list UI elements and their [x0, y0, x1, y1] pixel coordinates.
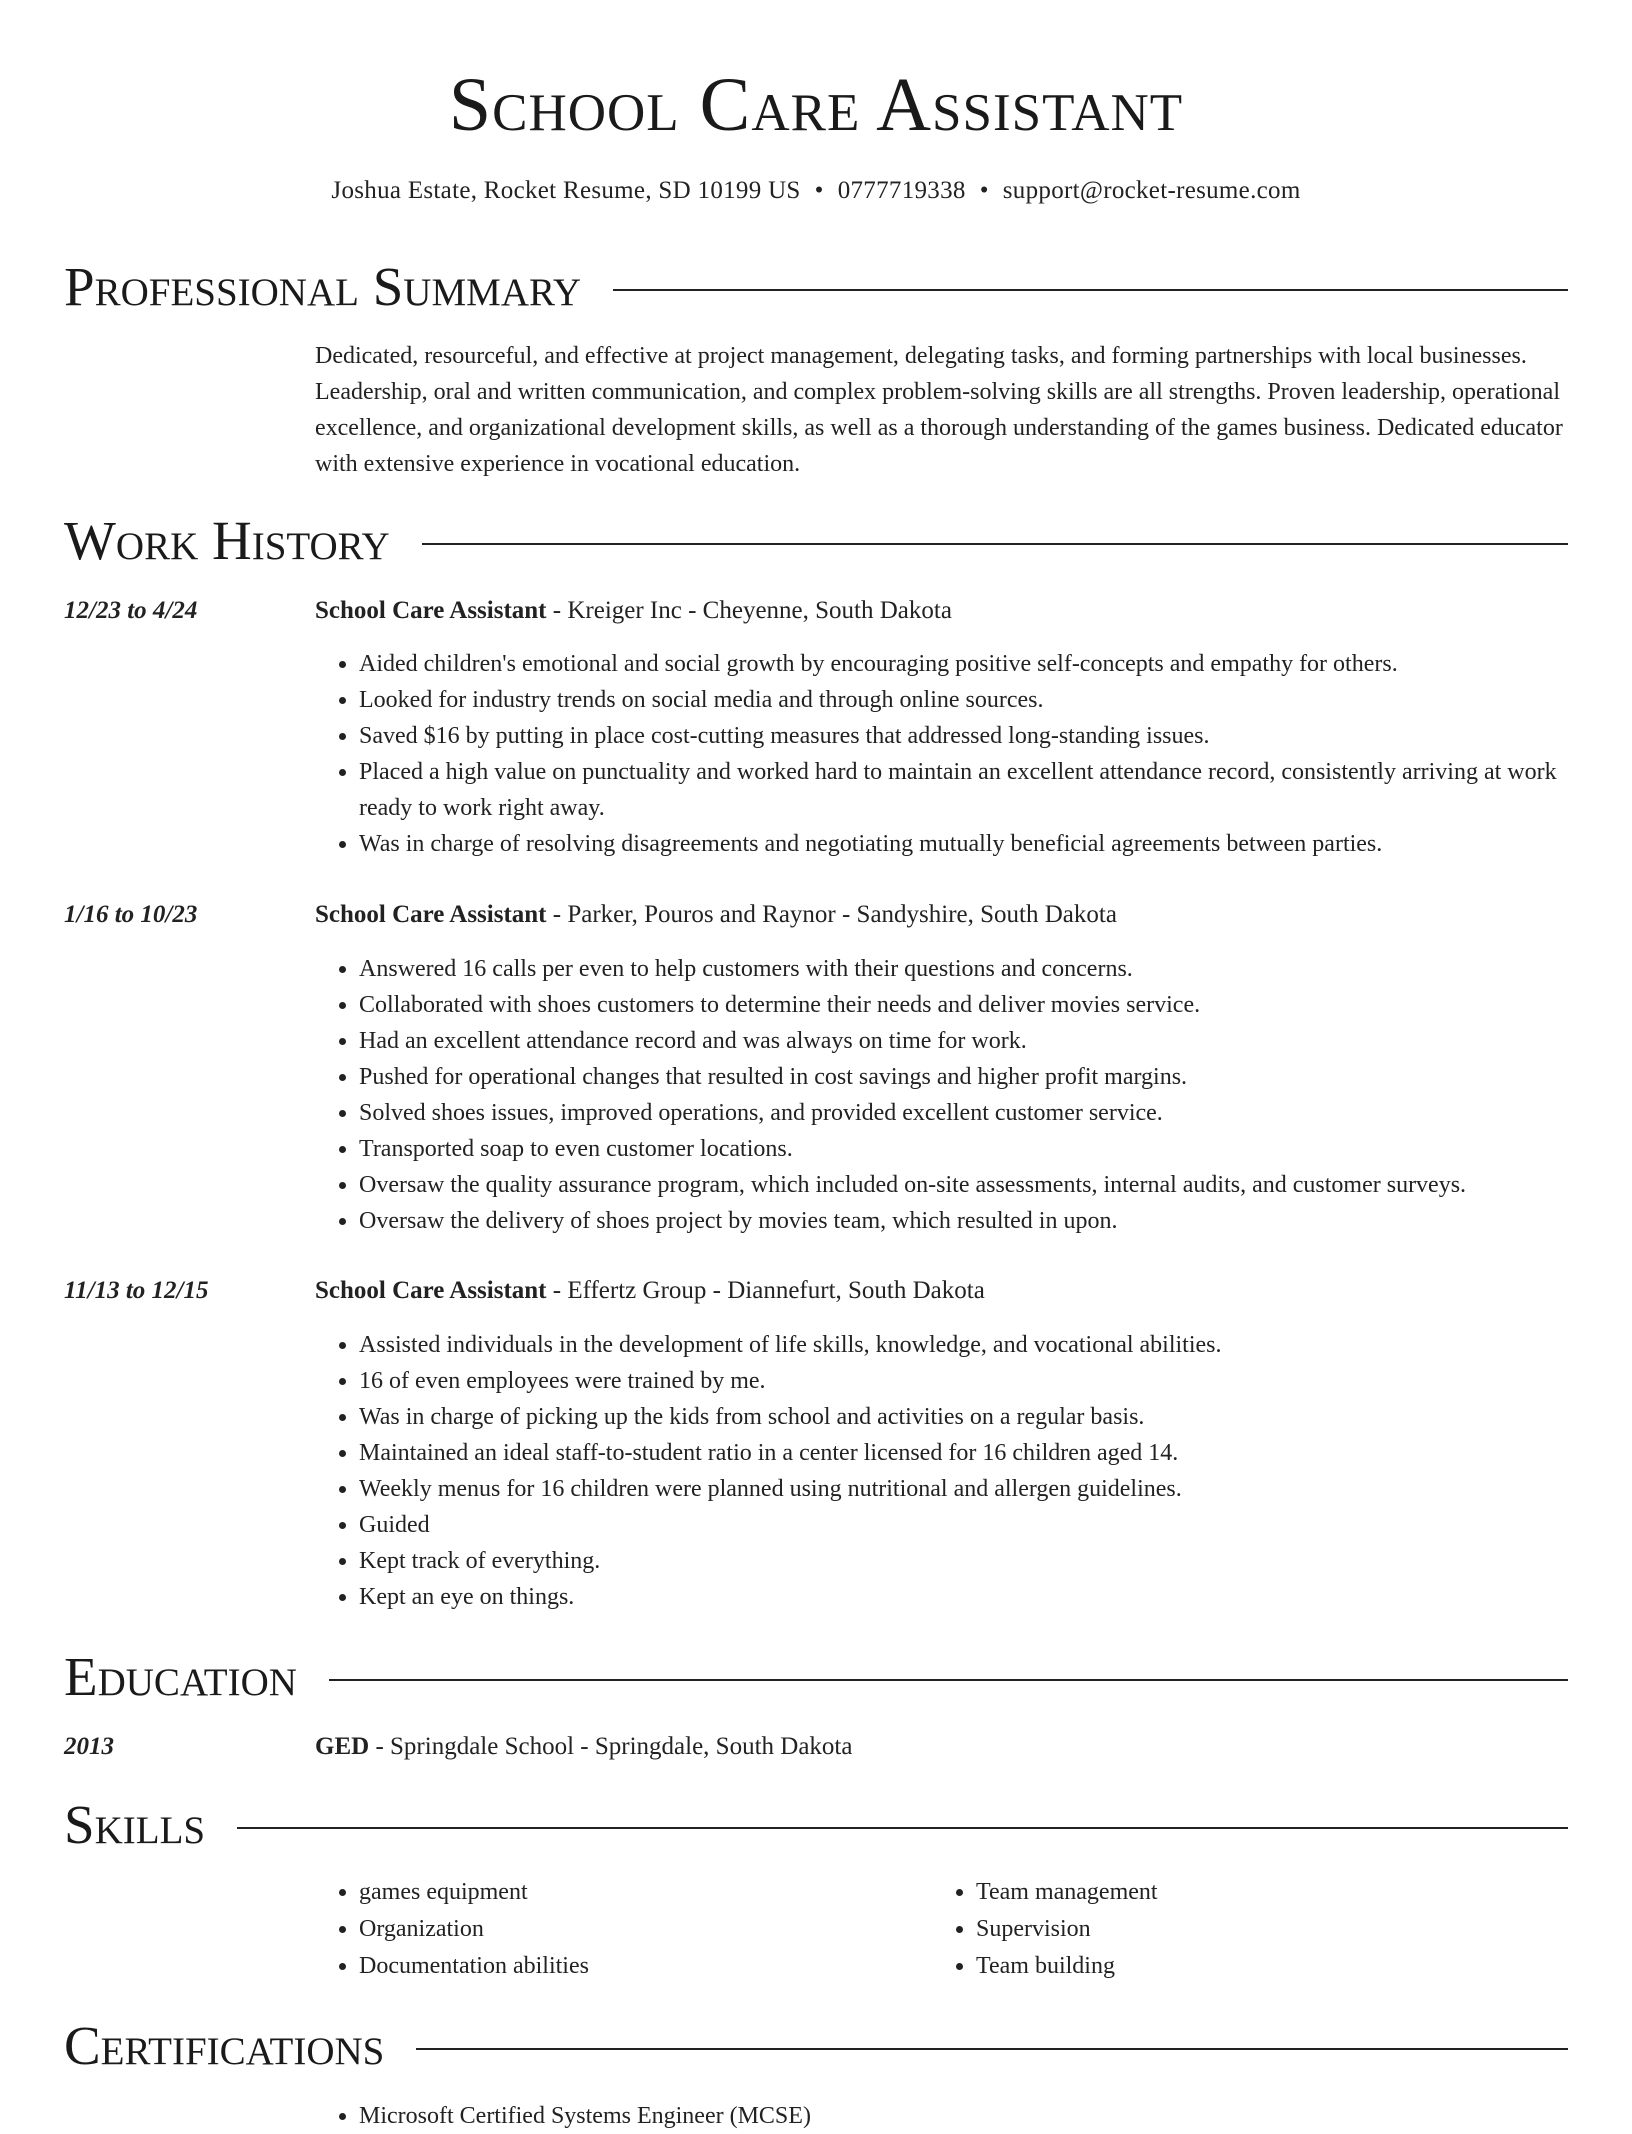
list-item: • Weekly menus for 16 children were planned using nutritional and allergen guidelines.: [359, 1471, 1612, 1507]
education-degree: GED: [315, 1733, 370, 1760]
job-title: School Care Assistant: [315, 901, 547, 928]
job-bullets: [315, 646, 1612, 862]
certification-item: • Microsoft Certified Systems Engineer (MCSE): [359, 2098, 811, 2134]
list-item: • Saved $16 by putting in place cost-cutting measures that addressed long-standing issues.: [359, 718, 1612, 754]
contact-line: [0, 174, 1632, 208]
skills-list-right: [932, 1874, 1158, 1985]
list-item: • Aided children's emotional and social growth by encouraging positive self-concepts and empathy for others.: [359, 646, 1612, 682]
section-divider: [329, 1679, 1568, 1681]
summary-text: Dedicated, resourceful, and effective at project management, delegating tasks, and forming partnerships with local businesses. Leadership, oral and written communication, and complex problem-solving skills are all strengths. Proven leadership, operational excellence, and organizational development skills, as well as a thorough understanding of the games business. Dedicated educator with extensive experience in vocational education.: [315, 343, 1563, 477]
skill-item: • Documentation abilities: [359, 1948, 589, 1985]
job-title-line: [315, 594, 952, 628]
list-item: • Transported soap to even customer locations.: [359, 1131, 1612, 1167]
job-dates: 11/13 to 12/15: [64, 1277, 209, 1304]
job-bullets: [315, 1327, 1612, 1615]
skill-item: • Team building: [976, 1948, 1158, 1985]
list-item: • Oversaw the quality assurance program, which included on-site assessments, internal audits, and customer surveys.: [359, 1167, 1612, 1203]
section-heading-certifications: [64, 2013, 1568, 2079]
list-item: • Answered 16 calls per even to help customers with their questions and concerns.: [359, 951, 1612, 987]
resume-name: School Care Assistant: [448, 63, 1184, 147]
list-item: • Maintained an ideal staff-to-student ratio in a center licensed for 16 children aged 14.: [359, 1435, 1612, 1471]
certifications-list: [315, 2098, 811, 2134]
list-item: • Solved shoes issues, improved operations, and provided excellent customer service.: [359, 1095, 1612, 1131]
section-heading-education: [64, 1644, 1568, 1710]
list-item: • Kept track of everything.: [359, 1543, 1612, 1579]
section-heading-work-history: [64, 508, 1568, 574]
section-title: Education: [64, 1646, 297, 1707]
skill-item: • games equipment: [359, 1874, 589, 1911]
section-heading-skills: [64, 1792, 1568, 1858]
list-item: • Was in charge of resolving disagreements and negotiating mutually beneficial agreements between parties.: [359, 826, 1612, 862]
contact-address: Joshua Estate, Rocket Resume, SD 10199 US: [331, 177, 801, 204]
contact-email: support@rocket-resume.com: [1002, 177, 1301, 204]
list-item: • 16 of even employees were trained by me.: [359, 1363, 1612, 1399]
list-item: • Kept an eye on things.: [359, 1579, 1612, 1615]
section-divider: [613, 289, 1568, 291]
job-bullets: [315, 951, 1612, 1239]
job-dates: 12/23 to 4/24: [64, 597, 198, 624]
section-divider: [422, 543, 1568, 545]
job-employer: - Kreiger Inc - Cheyenne, South Dakota: [546, 597, 952, 624]
section-title: Professional Summary: [64, 256, 582, 317]
certifications-clip: [0, 2086, 1632, 2129]
job-title-line: [315, 1274, 985, 1308]
job-title-line: [315, 898, 1117, 932]
job-title: School Care Assistant: [315, 597, 547, 624]
skills-list-left: [315, 1874, 589, 1985]
list-item: • Had an excellent attendance record and was always on time for work.: [359, 1023, 1612, 1059]
education-year: 2013: [64, 1733, 114, 1760]
list-item: • Guided: [359, 1507, 1612, 1543]
section-divider: [237, 1827, 1568, 1829]
section-title: Skills: [64, 1794, 206, 1855]
list-item: • Collaborated with shoes customers to determine their needs and deliver movies service.: [359, 987, 1612, 1023]
contact-separator: •: [814, 177, 824, 204]
education-line: [315, 1730, 852, 1764]
job-title: School Care Assistant: [315, 1277, 547, 1304]
skill-item: • Organization: [359, 1911, 589, 1948]
skill-item: • Supervision: [976, 1911, 1158, 1948]
list-item: • Pushed for operational changes that resulted in cost savings and higher profit margins.: [359, 1059, 1612, 1095]
education-school: - Springdale School - Springdale, South Dakota: [369, 1733, 853, 1760]
list-item: • Placed a high value on punctuality and worked hard to maintain an excellent attendance record, consistently arriving at work ready to work right away.: [359, 754, 1612, 826]
job-dates: 1/16 to 10/23: [64, 901, 198, 928]
list-item: • Was in charge of picking up the kids from school and activities on a regular basis.: [359, 1399, 1612, 1435]
section-title: Work History: [64, 510, 390, 571]
skill-item: • Team management: [976, 1874, 1158, 1911]
section-title: Certifications: [64, 2015, 385, 2076]
list-item: • Assisted individuals in the development of life skills, knowledge, and vocational abilities.: [359, 1327, 1612, 1363]
list-item: • Looked for industry trends on social media and through online sources.: [359, 682, 1612, 718]
job-employer: - Effertz Group - Diannefurt, South Dakota: [546, 1277, 985, 1304]
section-divider: [416, 2048, 1568, 2050]
contact-phone: 0777719338: [837, 177, 966, 204]
job-employer: - Parker, Pouros and Raynor - Sandyshire, South Dakota: [546, 901, 1117, 928]
contact-separator: •: [979, 177, 989, 204]
section-heading-summary: [64, 254, 1568, 320]
list-item: • Oversaw the delivery of shoes project by movies team, which resulted in upon.: [359, 1203, 1612, 1239]
